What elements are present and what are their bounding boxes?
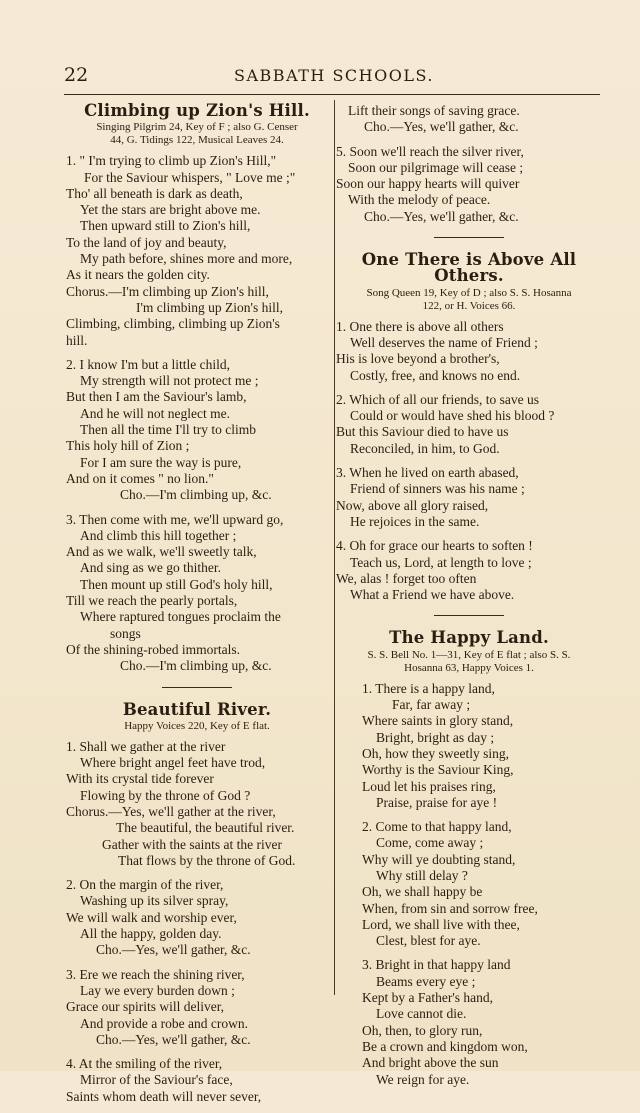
verse-line: 4. Oh for grace our hearts to soften ! — [336, 538, 533, 554]
verse-line: 3. Bright in that happy land — [362, 957, 511, 973]
verse-line: And as we walk, we'll sweetly talk, — [66, 544, 257, 560]
hymn-title: Beautiful River. — [122, 699, 272, 719]
verse-line: Tho' all beneath is dark as death, — [66, 185, 243, 201]
stanza — [336, 103, 602, 136]
hymn-meta — [66, 121, 328, 147]
verse-line: 3. When he lived on earth abased, — [336, 465, 519, 481]
stanza — [336, 319, 602, 384]
verse-line: Soon our happy hearts will quiver — [336, 176, 520, 192]
chorus-line: Chorus.—Yes, we'll gather at the river, — [66, 803, 276, 819]
verse-line: He rejoices in the same. — [350, 513, 480, 529]
stanza — [336, 957, 602, 1087]
verse-line: Why will ye doubting stand, — [362, 851, 516, 867]
verse-line: Kept by a Father's hand, — [362, 990, 494, 1006]
verse-line: Lift their songs of saving grace. — [348, 103, 520, 118]
chorus-ref: Cho.—Yes, we'll gather, &c. — [96, 942, 251, 958]
hymn-meta — [336, 287, 602, 313]
chorus-ref: Cho.—Yes, we'll gather, &c. — [364, 119, 519, 135]
verse-line: Where saints in glory stand, — [362, 713, 514, 729]
meta-line: Song Queen 19, Key of D ; also S. S. Hosanna — [366, 286, 572, 299]
right-column — [336, 103, 602, 1096]
verse-line: Now, above all glory raised, — [336, 497, 489, 513]
verse-line: Of the shining-robed immortals. — [66, 641, 240, 657]
meta-line: Hosanna 63, Happy Voices 1. — [404, 661, 534, 674]
verse-line: 1. Shall we gather at the river — [66, 738, 226, 754]
verse-line: Oh, we shall happy be — [362, 884, 483, 900]
hymn-meta — [336, 649, 602, 675]
verse-line: Friend of sinners was his name ; — [350, 481, 525, 497]
verse-line: Teach us, Lord, at length to love ; — [350, 554, 532, 570]
verse-line: Soon our pilgrimage will cease ; — [348, 159, 524, 175]
verse-line: But this Saviour died to have us — [336, 424, 509, 440]
verse-line: And provide a robe and crown. — [80, 1015, 248, 1031]
verse-line: Yet the stars are bright above me. — [80, 202, 261, 218]
verse-line: Far, far away ; — [392, 697, 471, 713]
verse-line: And he will not neglect me. — [80, 405, 230, 421]
stanza — [336, 681, 602, 811]
chorus-line: That flows by the throne of God. — [118, 852, 296, 868]
verse-line: And bright above the sun — [362, 1055, 499, 1071]
verse-line: And climb this hill together ; — [80, 527, 237, 543]
stanza — [336, 465, 602, 530]
chorus-line: I'm climbing up Zion's hill, — [136, 299, 283, 315]
hymn-title: Climbing up Zion's Hill. — [84, 101, 310, 120]
page-header — [64, 64, 604, 94]
chorus-line: hill. — [66, 332, 88, 348]
chorus-ref: Cho.—I'm climbing up, &c. — [120, 658, 272, 674]
meta-line: 122, or H. Voices 66. — [422, 299, 516, 312]
verse-line: 3. Ere we reach the shining river, — [66, 966, 245, 982]
meta-line: Happy Voices 220, Key of E flat. — [124, 719, 270, 732]
verse-line: Could or would have shed his blood ? — [350, 408, 555, 424]
verse-line: 2. On the margin of the river, — [66, 877, 224, 893]
verse-line: Love cannot die. — [376, 1006, 467, 1022]
stanza — [336, 144, 602, 225]
verse-line: For I am sure the way is pure, — [80, 454, 242, 470]
meta-line: Singing Pilgrim 24, Key of F ; also G. Censer — [96, 121, 298, 134]
chorus-ref: Cho.—Yes, we'll gather, &c. — [364, 208, 519, 224]
stanza — [336, 819, 602, 949]
verse-line: Grace our spirits will deliver, — [66, 999, 225, 1015]
verse-line: When, from sin and sorrow free, — [362, 900, 538, 916]
verse-line: Flowing by the throne of God ? — [80, 787, 251, 803]
verse-line: This holy hill of Zion ; — [66, 438, 190, 454]
verse-line: Come, come away ; — [376, 835, 484, 851]
verse-line: Where raptured tongues proclaim the — [80, 609, 281, 625]
chorus-line: Chorus.—I'm climbing up Zion's hill, — [66, 283, 269, 299]
verse-line: Mirror of the Saviour's face, — [80, 1072, 233, 1088]
verse-line: 1. " I'm trying to climb up Zion's Hill," — [66, 153, 277, 169]
verse-line: His is love beyond a brother's, — [336, 351, 500, 367]
verse-line: Saints whom death will never sever, — [66, 1088, 262, 1104]
stanza — [66, 967, 328, 1048]
running-head: SABBATH SCHOOLS. — [234, 66, 434, 85]
verse-line: 2. Which of all our friends, to save us — [336, 391, 539, 407]
chorus-ref: Cho.—Yes, we'll gather, &c. — [96, 1031, 251, 1047]
verse-line: 3. Then come with me, we'll upward go, — [66, 511, 284, 527]
verse-line: Well deserves the name of Friend ; — [350, 334, 538, 350]
section-divider — [434, 615, 504, 616]
verse-line: Washing up its silver spray, — [80, 893, 229, 909]
stanza — [66, 877, 328, 958]
meta-line: S. S. Bell No. 1—31, Key of E flat ; also S. S. — [367, 648, 571, 661]
verse-line: My path before, shines more and more, — [80, 251, 293, 267]
verse-line: With its crystal tide forever — [66, 771, 214, 787]
verse-line: Where bright angel feet have trod, — [80, 755, 266, 771]
verse-line: We reign for aye. — [376, 1071, 470, 1087]
section-divider — [162, 687, 232, 688]
verse-line: Lay we every burden down ; — [80, 982, 235, 998]
verse-line: Then all the time I'll try to climb — [80, 422, 257, 438]
verse-line: Lord, we shall live with thee, — [362, 916, 520, 932]
page-number: 22 — [64, 64, 89, 86]
verse-line: And on it comes " no lion." — [66, 470, 214, 486]
verse-line: We, alas ! forget too often — [336, 570, 477, 586]
verse-line: Till we reach the pearly portals, — [66, 593, 238, 609]
verse-line: 5. Soon we'll reach the silver river, — [336, 143, 524, 159]
verse-line: But then I am the Saviour's lamb, — [66, 389, 247, 405]
hymn-title: The Happy Land. — [389, 628, 549, 648]
verse-line: Clest, blest for aye. — [376, 933, 481, 949]
verse-line: With the melody of peace. — [348, 192, 491, 208]
stanza — [66, 739, 328, 869]
chorus-line: Gather with the saints at the river — [102, 836, 282, 852]
verse-line: Then mount up still God's holy hill, — [80, 576, 273, 592]
verse-line: Worthy is the Saviour King, — [362, 762, 514, 778]
verse-line: Bright, bright as day ; — [376, 729, 495, 745]
verse-line: My strength will not protect me ; — [80, 373, 259, 389]
verse-line: What a Friend we have above. — [350, 587, 515, 603]
verse-line: Oh, then, to glory run, — [362, 1022, 483, 1038]
left-column — [66, 103, 328, 1113]
verse-line: 1. One there is above all others — [336, 318, 504, 334]
header-rule — [64, 94, 600, 95]
verse-line: songs — [110, 625, 141, 641]
verse-line: Be a crown and kingdom won, — [362, 1038, 528, 1054]
verse-line: Loud let his praises ring, — [362, 778, 496, 794]
section-divider — [434, 237, 504, 238]
column-divider — [334, 100, 335, 995]
chorus-ref: Cho.—I'm climbing up, &c. — [120, 487, 272, 503]
stanza — [66, 512, 328, 675]
verse-line: Why still delay ? — [376, 867, 468, 883]
verse-line: Praise, praise for aye ! — [376, 794, 498, 810]
verse-line: 1. There is a happy land, — [362, 680, 495, 696]
stanza — [66, 1056, 328, 1105]
verse-line: Costly, free, and knows no end. — [350, 367, 521, 383]
verse-line: All the happy, golden day. — [80, 926, 222, 942]
verse-line: 4. At the smiling of the river, — [66, 1056, 223, 1072]
verse-line: Beams every eye ; — [376, 973, 476, 989]
chorus-line: Climbing, climbing, climbing up Zion's — [66, 316, 280, 332]
stanza — [66, 357, 328, 504]
chorus-line: The beautiful, the beautiful river. — [116, 820, 295, 836]
verse-line: To the land of joy and beauty, — [66, 234, 227, 250]
stanza — [66, 153, 328, 349]
stanza — [336, 538, 602, 603]
hymn-title: One There is Above All Others. — [361, 250, 577, 286]
verse-line: As it nears the golden city. — [66, 267, 210, 283]
verse-line: Oh, how they sweetly sing, — [362, 745, 509, 761]
verse-line: 2. I know I'm but a little child, — [66, 356, 231, 372]
verse-line: Then upward still to Zion's hill, — [80, 218, 251, 234]
verse-line: And sing as we go thither. — [80, 560, 221, 576]
verse-line: 2. Come to that happy land, — [362, 819, 512, 835]
verse-line: Reconciled, in him, to God. — [350, 440, 500, 456]
meta-line: 44, G. Tidings 122, Musical Leaves 24. — [110, 134, 284, 147]
verse-line: For the Saviour whispers, " Love me ;" — [84, 169, 296, 185]
verse-line: We will walk and worship ever, — [66, 909, 237, 925]
stanza — [336, 392, 602, 457]
